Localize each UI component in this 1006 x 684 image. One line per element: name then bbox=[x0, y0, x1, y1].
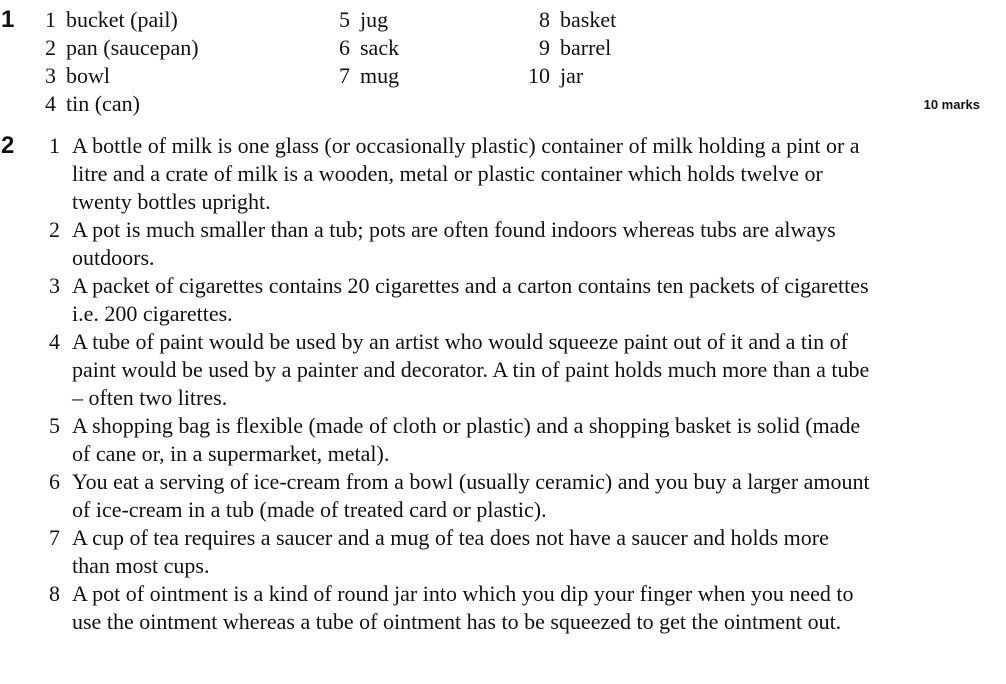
answer-number: 1 bbox=[49, 133, 60, 158]
answer-item bbox=[0, 580, 872, 636]
answer-number: 6 bbox=[49, 469, 60, 494]
item-word: jar bbox=[560, 63, 584, 88]
answer-text: You eat a serving of ice-cream from a bowl (usually ceramic) and you buy a larger amount of ice-cream in a tub (made of treated card or plastic). bbox=[72, 469, 870, 522]
answer-text: A shopping bag is flexible (made of cloth or plastic) and a shopping basket is solid (made of cane or, in a supermarket, metal). bbox=[72, 413, 861, 466]
item-number: 9 bbox=[539, 35, 550, 60]
marks-label: 10 marks bbox=[923, 97, 980, 112]
item-word: sack bbox=[360, 35, 400, 60]
item-number: 4 bbox=[45, 91, 56, 116]
answer-text: A cup of tea requires a saucer and a mug of tea does not have a saucer and holds more than most cups. bbox=[72, 525, 829, 578]
item-word: bowl bbox=[66, 63, 110, 88]
answer-number: 5 bbox=[49, 413, 60, 438]
word-list-item bbox=[518, 34, 611, 62]
answer-text: A packet of cigarettes contains 20 cigarettes and a carton contains ten packets of cigarettes i.e. 200 cigarettes. bbox=[72, 273, 869, 326]
answer-list bbox=[0, 132, 1006, 636]
item-number: 1 bbox=[45, 7, 56, 32]
item-number: 6 bbox=[339, 35, 350, 60]
answer-item bbox=[0, 216, 872, 272]
word-list-item bbox=[30, 90, 140, 118]
word-list-item bbox=[324, 6, 388, 34]
word-list-item bbox=[518, 62, 583, 90]
answer-item bbox=[0, 328, 872, 412]
item-word: basket bbox=[560, 7, 617, 32]
item-word: barrel bbox=[560, 35, 612, 60]
answer-text: A pot is much smaller than a tub; pots are often found indoors whereas tubs are always outdoors. bbox=[72, 217, 836, 270]
answer-number: 4 bbox=[49, 329, 60, 354]
answer-item bbox=[0, 524, 872, 580]
answer-text: A bottle of milk is one glass (or occasionally plastic) container of milk holding a pint or a litre and a crate of milk is a wooden, metal or plastic container which holds twelve or twenty bottles upright. bbox=[72, 133, 860, 214]
item-number: 7 bbox=[339, 63, 350, 88]
item-number: 8 bbox=[539, 7, 550, 32]
item-word: tin (can) bbox=[66, 91, 140, 116]
answer-item bbox=[0, 468, 872, 524]
answer-text: A pot of ointment is a kind of round jar into which you dip your finger when you need to use the ointment whereas a tube of ointment has to be squeezed to get the ointment out. bbox=[72, 581, 854, 634]
word-list-item bbox=[30, 34, 199, 62]
answer-number: 2 bbox=[49, 217, 60, 242]
section-1-number: 1 bbox=[1, 6, 15, 33]
item-word: pan (saucepan) bbox=[66, 35, 199, 60]
section-2-number: 2 bbox=[1, 132, 15, 159]
word-list-item bbox=[324, 62, 399, 90]
item-word: jug bbox=[360, 7, 389, 32]
answer-number: 7 bbox=[49, 525, 60, 550]
item-number: 3 bbox=[45, 63, 56, 88]
item-word: bucket (pail) bbox=[66, 7, 178, 32]
item-number: 5 bbox=[339, 7, 350, 32]
item-number: 10 bbox=[528, 63, 550, 88]
answer-item bbox=[0, 132, 872, 216]
answer-number: 8 bbox=[49, 581, 60, 606]
answer-number: 3 bbox=[49, 273, 60, 298]
item-word: mug bbox=[360, 63, 400, 88]
answer-item bbox=[0, 412, 872, 468]
word-list-item bbox=[518, 6, 616, 34]
word-list-item bbox=[30, 6, 178, 34]
answer-text: A tube of paint would be used by an artist who would squeeze paint out of it and a tin of paint would be used by a painter and decorator. A tin of paint holds much more than a tube – often two litres. bbox=[72, 329, 870, 410]
word-list-item bbox=[324, 34, 399, 62]
word-list-item bbox=[30, 62, 110, 90]
item-number: 2 bbox=[45, 35, 56, 60]
answer-item bbox=[0, 272, 872, 328]
